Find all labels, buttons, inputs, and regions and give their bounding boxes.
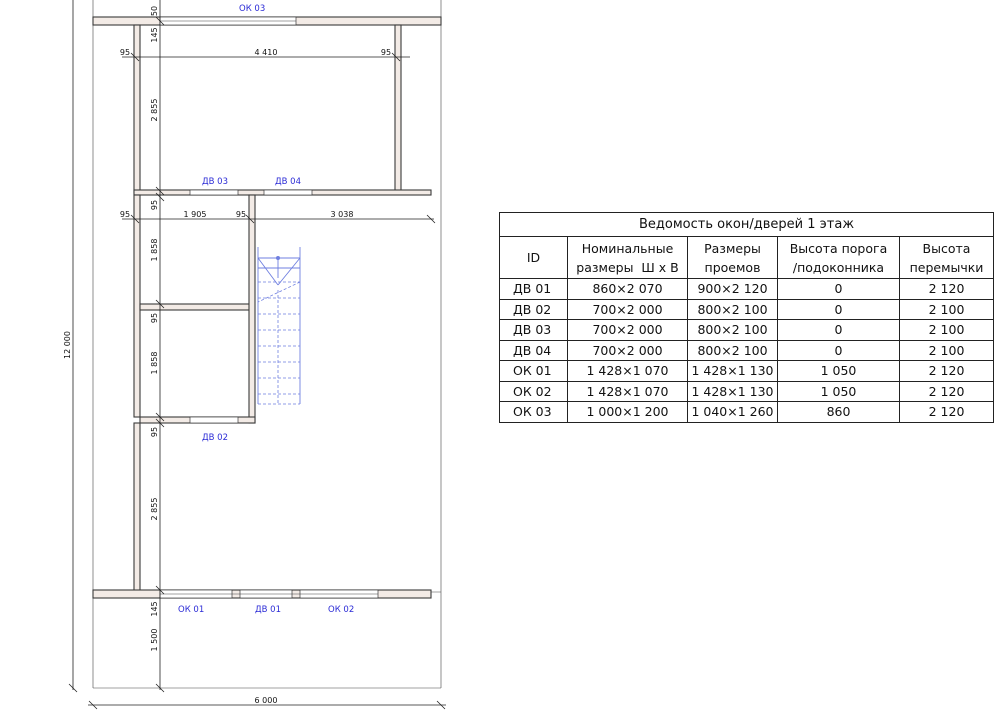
table-row xyxy=(500,299,994,320)
header-lintel xyxy=(900,237,994,279)
tag-ok02: ОК 02 xyxy=(328,605,355,615)
dim-wall-mid-3: 95 xyxy=(150,312,159,324)
header-lintel-line2: перемычки xyxy=(909,259,984,275)
cell-nominal: 1 000×1 200 xyxy=(568,402,688,423)
header-nominal-line1: Номинальные xyxy=(581,240,674,256)
dim-room4-height: 1 858 xyxy=(150,351,159,375)
cell-sill: 0 xyxy=(778,340,900,361)
cell-id: ДВ 03 xyxy=(500,320,568,341)
tag-dv03: ДВ 03 xyxy=(202,177,228,187)
table-row xyxy=(500,340,994,361)
cell-id: ОК 02 xyxy=(500,381,568,402)
dim-room3-width: 3 038 xyxy=(330,210,354,219)
cell-lintel: 2 120 xyxy=(900,402,994,423)
table-row xyxy=(500,361,994,382)
header-opening xyxy=(688,237,778,279)
dim-overall-width: 6 000 xyxy=(254,696,278,705)
cell-sill: 0 xyxy=(778,279,900,300)
cell-sill: 1 050 xyxy=(778,381,900,402)
walls xyxy=(93,17,441,598)
cell-nominal: 700×2 000 xyxy=(568,299,688,320)
schedule-title: Ведомость окон/дверей 1 этаж xyxy=(500,213,994,237)
dim-room1-height: 2 855 xyxy=(150,98,159,122)
dim-room5-height: 2 855 xyxy=(150,497,159,521)
cell-opening: 1 040×1 260 xyxy=(688,402,778,423)
cell-nominal: 1 428×1 070 xyxy=(568,381,688,402)
cell-sill: 0 xyxy=(778,299,900,320)
dim-porch-height: 1 500 xyxy=(150,628,159,652)
dim-wall-bottom: 145 xyxy=(150,601,159,617)
header-sill-line1: Высота порога xyxy=(789,240,888,256)
dim-top-margin: 50 xyxy=(150,5,159,17)
stair xyxy=(258,247,300,404)
cell-nominal: 1 428×1 070 xyxy=(568,361,688,382)
cell-lintel: 2 120 xyxy=(900,279,994,300)
table-row xyxy=(500,279,994,300)
cell-lintel: 2 120 xyxy=(900,381,994,402)
header-nominal-line2: размеры Ш х В xyxy=(576,259,679,275)
dim-wall-right-1: 95 xyxy=(380,48,392,57)
cell-nominal: 700×2 000 xyxy=(568,340,688,361)
dim-wall-mid-1: 95 xyxy=(150,199,159,211)
header-id xyxy=(500,237,568,279)
table-row xyxy=(500,381,994,402)
cell-opening: 800×2 100 xyxy=(688,320,778,341)
dim-wall-mid-4: 95 xyxy=(150,426,159,438)
cell-id: ОК 03 xyxy=(500,402,568,423)
cell-id: ДВ 02 xyxy=(500,299,568,320)
cell-id: ДВ 01 xyxy=(500,279,568,300)
cell-opening: 1 428×1 130 xyxy=(688,361,778,382)
header-sill xyxy=(778,237,900,279)
dim-room2-width: 1 905 xyxy=(183,210,207,219)
header-opening-line2: проемов xyxy=(704,259,761,275)
plan-outline xyxy=(93,0,441,688)
dimension-lines xyxy=(69,0,446,709)
cell-id: ДВ 04 xyxy=(500,340,568,361)
cell-nominal: 700×2 000 xyxy=(568,320,688,341)
dim-overall-height: 12 000 xyxy=(63,331,72,359)
openings-schedule-table xyxy=(499,212,994,423)
cell-lintel: 2 100 xyxy=(900,299,994,320)
cell-opening: 900×2 120 xyxy=(688,279,778,300)
table-row xyxy=(500,320,994,341)
cell-id: ОК 01 xyxy=(500,361,568,382)
header-id-text: ID xyxy=(526,250,541,265)
dim-wall-left-1: 95 xyxy=(119,48,131,57)
tag-ok01: ОК 01 xyxy=(178,605,205,615)
cell-lintel: 2 100 xyxy=(900,320,994,341)
tag-dv01: ДВ 01 xyxy=(255,605,281,615)
cell-sill: 0 xyxy=(778,320,900,341)
cell-opening: 1 428×1 130 xyxy=(688,381,778,402)
dim-room1-width: 4 410 xyxy=(254,48,278,57)
header-sill-line2: /подоконника xyxy=(792,259,885,275)
cell-opening: 800×2 100 xyxy=(688,299,778,320)
header-lintel-line1: Высота xyxy=(922,240,971,256)
dim-room2-height: 1 858 xyxy=(150,238,159,262)
cell-sill: 1 050 xyxy=(778,361,900,382)
cell-lintel: 2 120 xyxy=(900,361,994,382)
header-opening-line1: Размеры xyxy=(704,240,761,256)
cell-sill: 860 xyxy=(778,402,900,423)
cell-nominal: 860×2 070 xyxy=(568,279,688,300)
cell-opening: 800×2 100 xyxy=(688,340,778,361)
table-row xyxy=(500,402,994,423)
tag-dv04: ДВ 04 xyxy=(275,177,301,187)
tag-ok03: ОК 03 xyxy=(239,4,266,14)
tag-dv02: ДВ 02 xyxy=(202,433,228,443)
dim-wall-top: 145 xyxy=(150,27,159,43)
dimension-labels xyxy=(63,6,391,705)
dim-wall-left-2: 95 xyxy=(119,210,131,219)
dim-wall-mid-2: 95 xyxy=(235,210,247,219)
header-nominal xyxy=(568,237,688,279)
cell-lintel: 2 100 xyxy=(900,340,994,361)
